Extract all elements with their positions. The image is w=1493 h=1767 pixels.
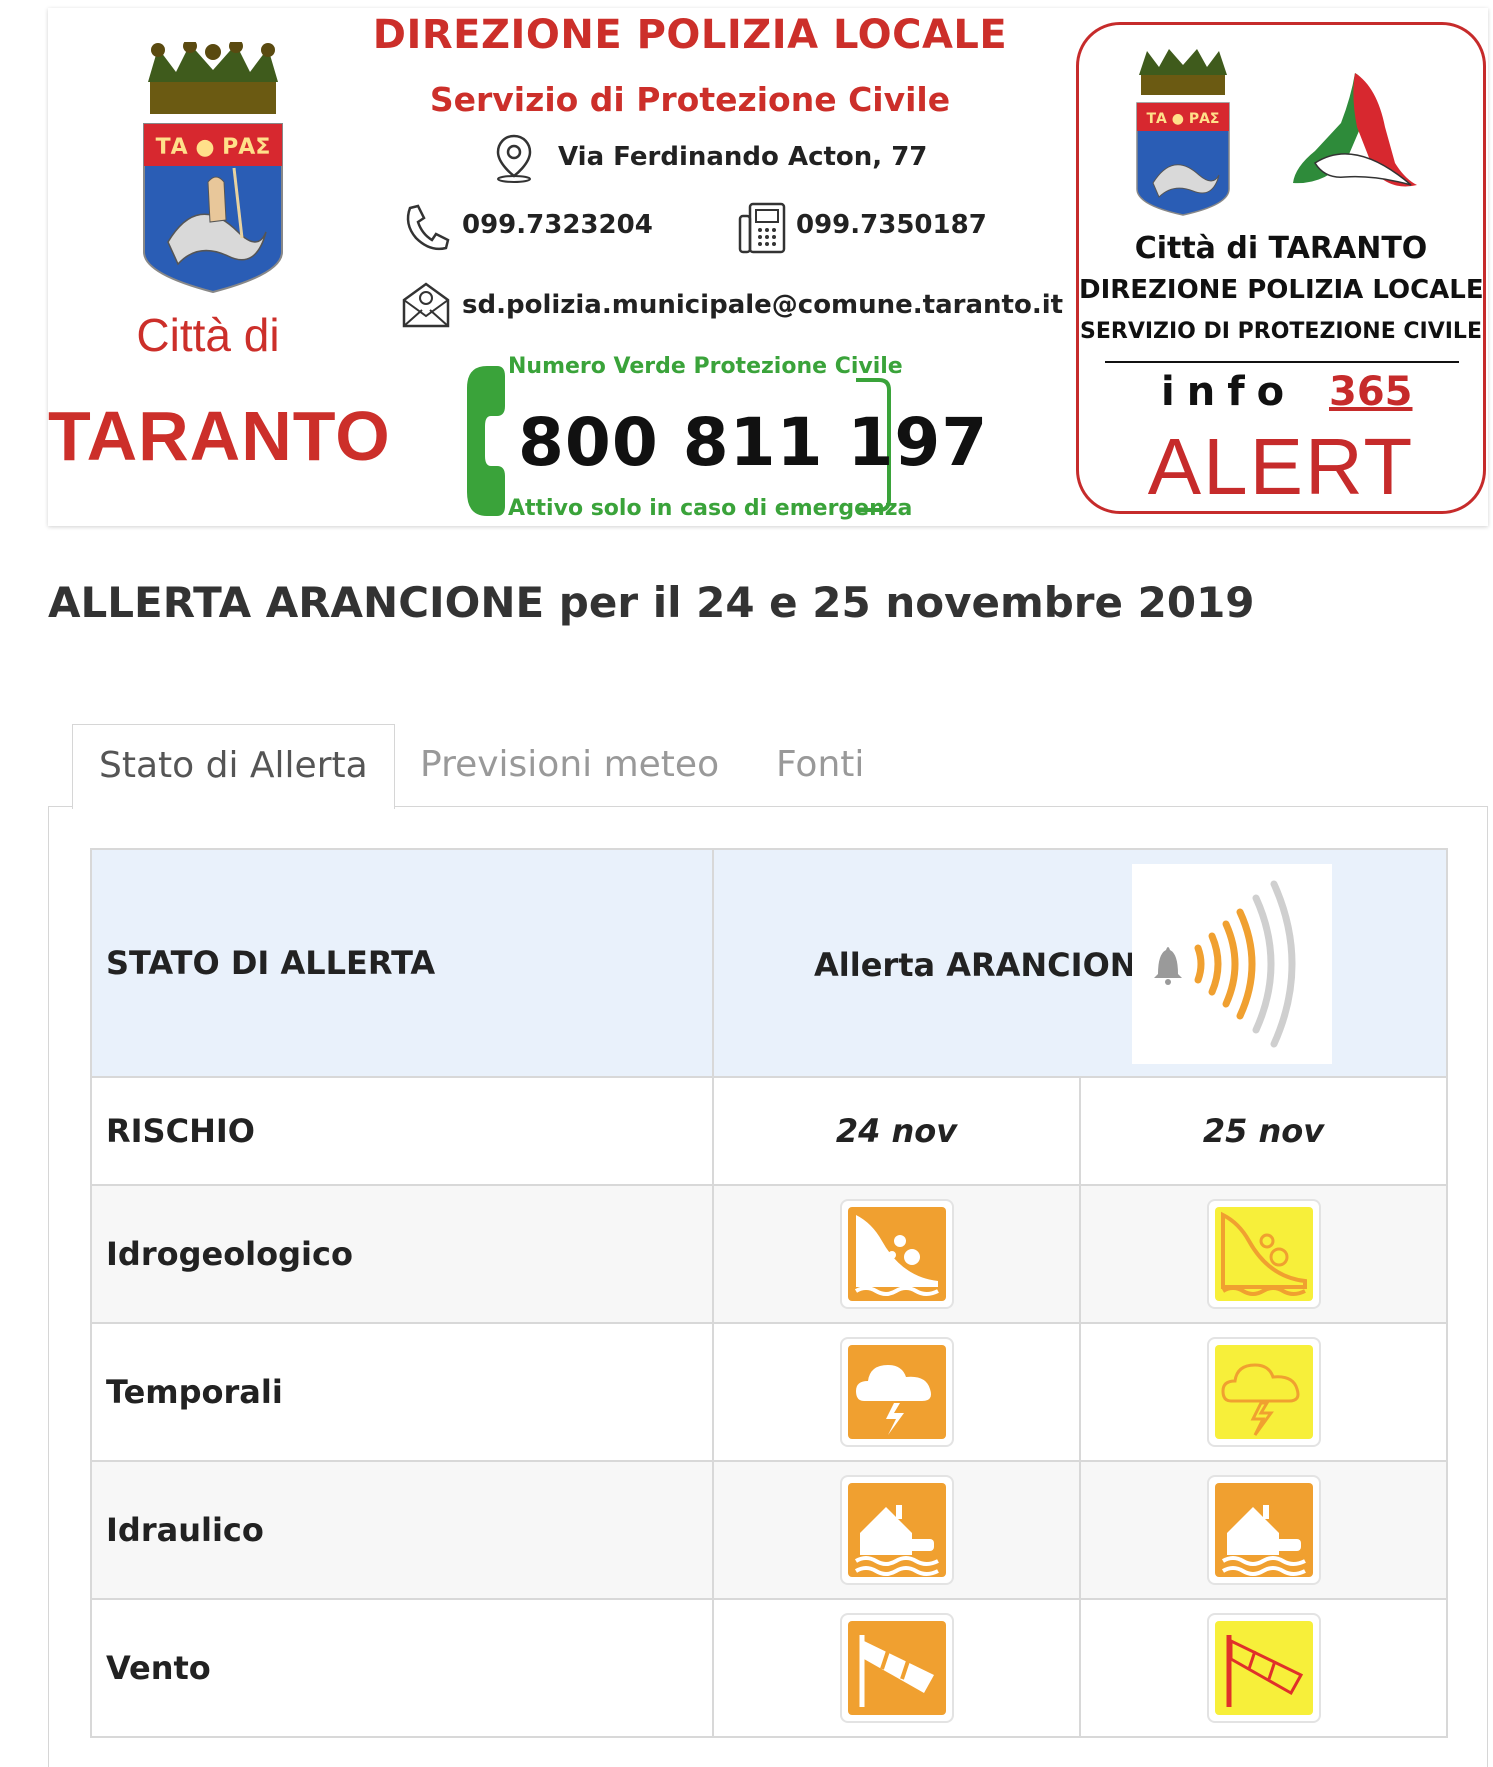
stato-value: Allerta ARANCIONE xyxy=(814,946,1159,984)
day-label-1: 24 nov xyxy=(713,1077,1080,1185)
risk-label: Idraulico xyxy=(91,1461,713,1599)
day-label-2: 25 nov xyxy=(1080,1077,1447,1185)
table-header-row xyxy=(91,849,1447,1077)
city-label-big: TARANTO xyxy=(48,397,391,475)
badge-divider xyxy=(1105,361,1459,363)
risk-label: Temporali xyxy=(91,1323,713,1461)
table-row xyxy=(91,1323,1447,1461)
tab-fonti[interactable]: Fonti xyxy=(776,744,865,785)
email-icon xyxy=(400,278,452,330)
email-address[interactable]: sd.polizia.municipale@comune.taranto.it xyxy=(462,290,1064,320)
badge-direction: DIREZIONE POLIZIA LOCALE xyxy=(1079,275,1484,305)
table-row xyxy=(91,1599,1447,1737)
thunderstorm-icon xyxy=(1209,1339,1319,1445)
numero-verde-note: Attivo solo in caso di emergenza xyxy=(508,496,913,521)
rischio-label: RISCHIO xyxy=(91,1077,713,1185)
phone-icon xyxy=(400,202,452,254)
badge-service: SERVIZIO DI PROTEZIONE CIVILE xyxy=(1080,319,1482,344)
numero-verde-number[interactable]: 800 811 197 xyxy=(518,404,989,481)
table-row xyxy=(91,1185,1447,1323)
tab-stato-di-allerta[interactable]: Stato di Allerta xyxy=(72,724,395,809)
phone-number[interactable]: 099.7323204 xyxy=(462,210,653,240)
page-title: ALLERTA ARANCIONE per il 24 e 25 novembre 2019 xyxy=(48,578,1255,627)
stato-label: STATO DI ALLERTA xyxy=(91,849,713,1077)
tab-previsioni-meteo[interactable]: Previsioni meteo xyxy=(420,744,720,785)
service-subtitle: Servizio di Protezione Civile xyxy=(429,80,951,119)
badge-alert-text: ALERT xyxy=(1147,422,1415,511)
city-label-small: Città di xyxy=(136,309,280,361)
landslide-icon xyxy=(1209,1201,1319,1307)
header-banner xyxy=(48,8,1488,526)
fax-number: 099.7350187 xyxy=(796,210,987,240)
badge-city: Città di TARANTO xyxy=(1134,231,1428,266)
windsock-icon xyxy=(1209,1615,1319,1721)
flood-icon xyxy=(1209,1477,1319,1583)
protezione-civile-logo xyxy=(1285,67,1421,195)
flood-icon xyxy=(842,1477,952,1583)
info365-badge xyxy=(1076,22,1486,514)
windsock-icon xyxy=(842,1615,952,1721)
landslide-icon xyxy=(842,1201,952,1307)
address-text: Via Ferdinando Acton, 77 xyxy=(558,142,928,172)
risk-label: Idrogeologico xyxy=(91,1185,713,1323)
stato-value-cell xyxy=(713,849,1447,1077)
taranto-crest-logo xyxy=(138,42,288,294)
numero-verde-label: Numero Verde Protezione Civile xyxy=(508,354,903,379)
svg-text:ΤΑ ● ΡΑΣ: ΤΑ ● ΡΑΣ xyxy=(155,135,271,160)
thunderstorm-icon xyxy=(842,1339,952,1445)
location-pin-icon xyxy=(490,132,538,184)
alert-table xyxy=(90,848,1448,1738)
tab-bar xyxy=(48,724,1488,808)
fax-icon xyxy=(736,200,788,256)
table-row-rischio xyxy=(91,1077,1447,1185)
taranto-crest-small-logo xyxy=(1133,47,1233,217)
svg-text:ΤΑ ● ΡΑΣ: ΤΑ ● ΡΑΣ xyxy=(1146,111,1220,127)
badge-info-text: info xyxy=(1161,369,1297,415)
direction-title: DIREZIONE POLIZIA LOCALE xyxy=(372,12,1008,58)
alarm-bell-icon xyxy=(1132,864,1332,1064)
badge-365-text: 365 xyxy=(1329,369,1413,415)
table-row xyxy=(91,1461,1447,1599)
risk-label: Vento xyxy=(91,1599,713,1737)
